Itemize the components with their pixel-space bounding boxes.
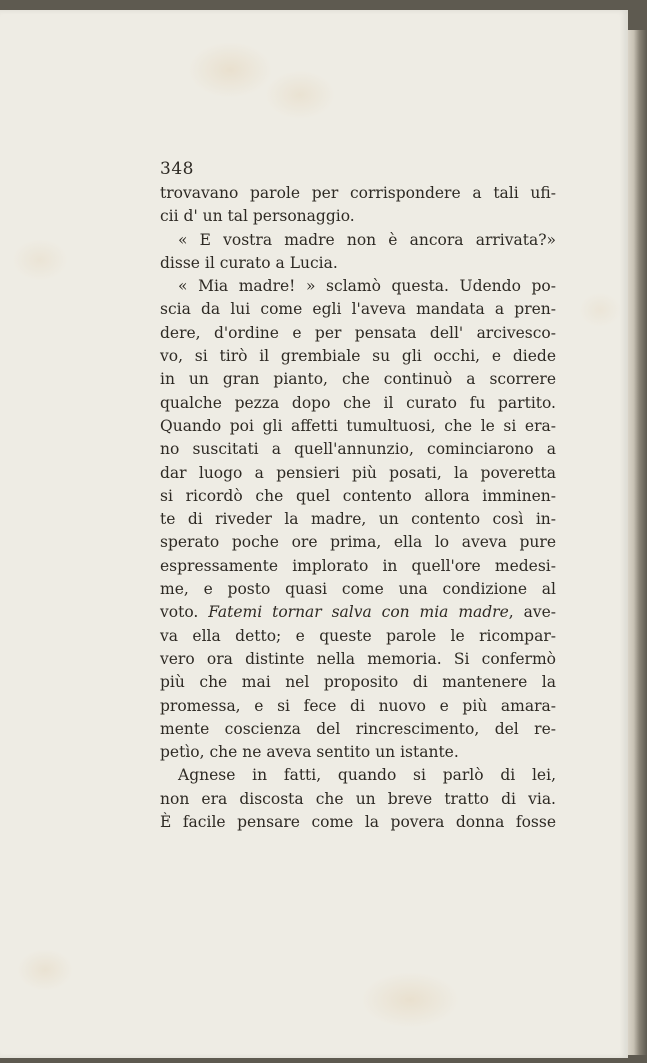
text-line: scia da lui come egli l'aveva mandata a pren- xyxy=(160,300,556,319)
text-line: me, e posto quasi come una condizione al xyxy=(160,580,556,599)
text-line: non era discosta che un breve tratto di via. xyxy=(160,789,556,808)
text-line: voto. Fatemi tornar salva con mia madre, ave- xyxy=(160,603,556,622)
text-line: petìo, che ne aveva sentito un istante. xyxy=(160,743,459,762)
text-line: in un gran pianto, che continuò a scorrere xyxy=(160,370,556,389)
text-line: sperato poche ore prima, ella lo aveva pure xyxy=(160,533,556,552)
text-line: dere, d'ordine e per pensata dell' arcivesco- xyxy=(160,323,556,342)
text-line: espressamente implorato in quell'ore medesi- xyxy=(160,556,556,575)
text-line: Quando poi gli affetti tumultuosi, che le si era- xyxy=(160,416,556,435)
text-line: promessa, e si fece di nuovo e più amara- xyxy=(160,696,556,715)
text-line: vero ora distinte nella memoria. Si confermò xyxy=(160,649,556,668)
page-edge xyxy=(628,30,647,1055)
book-page xyxy=(0,10,628,1058)
text-line: « Mia madre! » sclamò questa. Udendo po- xyxy=(178,277,556,296)
text-line: te di riveder la madre, un contento così in- xyxy=(160,510,556,529)
body-text xyxy=(160,182,556,834)
text-line: mente coscienza del rincrescimento, del re- xyxy=(160,719,556,738)
text-line: « E vostra madre non è ancora arrivata?» xyxy=(178,230,556,249)
text-line: È facile pensare come la povera donna fosse xyxy=(160,813,556,832)
text-line: trovavano parole per corrispondere a tali ufi- xyxy=(160,184,556,202)
page-number: 348 xyxy=(160,159,194,179)
text-line: va ella detto; e queste parole le ricompar- xyxy=(160,626,556,645)
text-line: no suscitati a quell'annunzio, cominciarono a xyxy=(160,440,556,459)
text-block xyxy=(160,156,556,834)
text-line: dar luogo a pensieri più posati, la poveretta xyxy=(160,463,556,482)
text-line: disse il curato a Lucia. xyxy=(160,253,338,272)
text-line: più che mai nel proposito di mantenere la xyxy=(160,673,556,692)
text-line: si ricordò che quel contento allora imminen- xyxy=(160,486,556,505)
text-line: Agnese in fatti, quando si parlò di lei, xyxy=(178,766,556,785)
text-line: qualche pezza dopo che il curato fu partito. xyxy=(160,393,556,412)
text-line: vo, si tirò il grembiale su gli occhi, e diede xyxy=(160,347,556,366)
text-line: cii d' un tal personaggio. xyxy=(160,207,355,226)
